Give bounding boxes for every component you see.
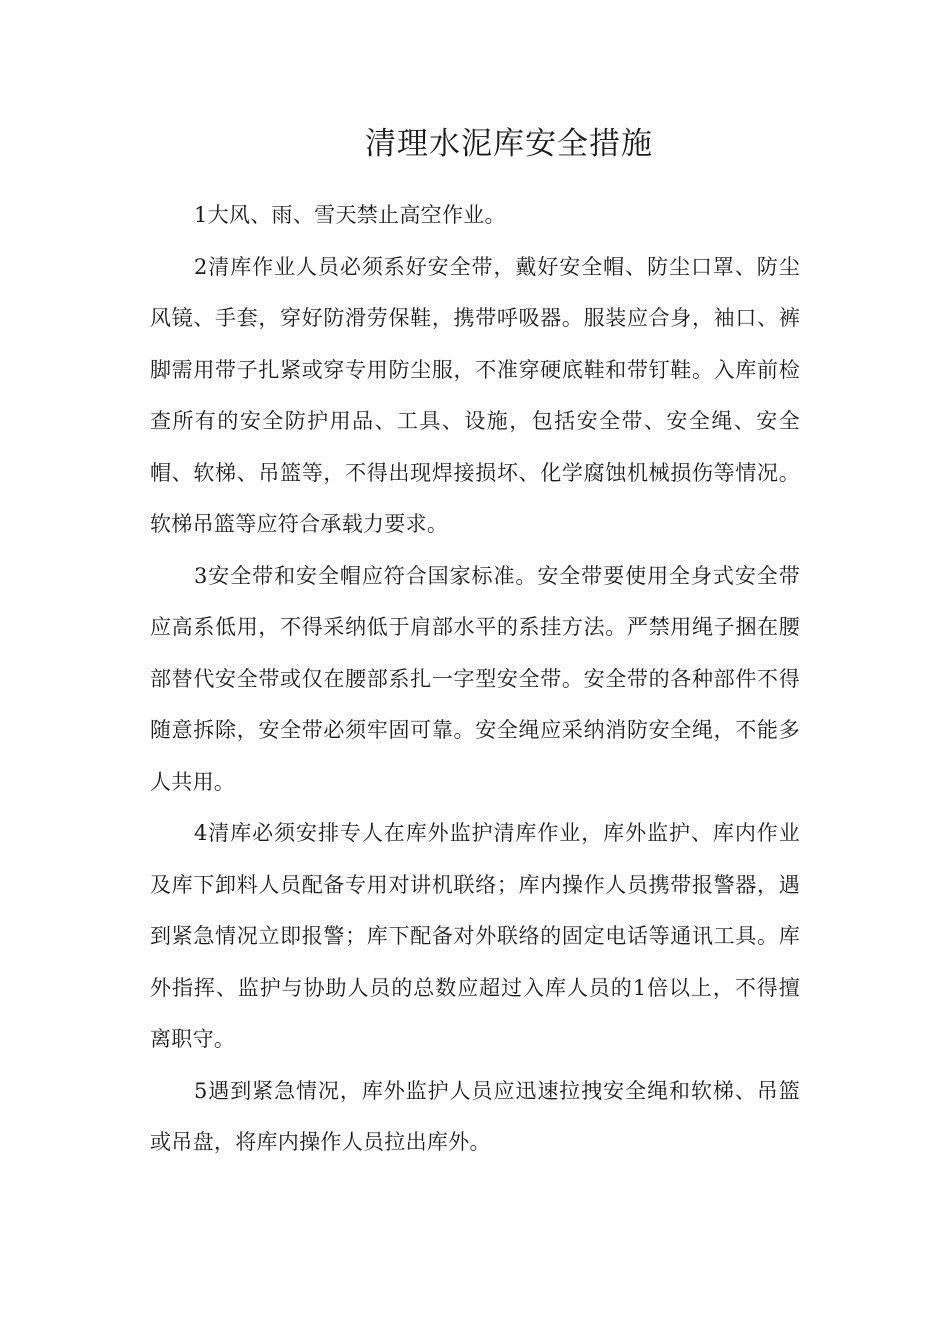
paragraph-3: 3安全带和安全帽应符合国家标准。安全带要使用全身式安全带应高系低用，不得采纳低于肩部水平的系挂方法。严禁用绳子捆在腰部替代安全带或仅在腰部系扎一字型安全带。安全带的各种部件不得随意拆除，安全带必须牢固可靠。安全绳应采纳消防安全绳，不能多人共用。 <box>150 563 800 794</box>
paragraph-1: 1大风、雨、雪天禁止高空作业。 <box>194 203 506 227</box>
document-body <box>150 190 800 1169</box>
paragraph-5: 5遇到紧急情况，库外监护人员应迅速拉拽安全绳和软梯、吊篮或吊盘，将库内操作人员拉出库外。 <box>150 1078 800 1154</box>
document-title: 清理水泥库安全措施 <box>365 126 653 162</box>
paragraph-4: 4清库必须安排专人在库外监护清库作业，库外监护、库内作业及库下卸料人员配备专用对讲机联络；库内操作人员携带报警器，遇到紧急情况立即报警；库下配备对外联络的固定电话等通讯工具。库外指挥、监护与协助人员的总数应超过入库人员的1倍以上，不得擅离职守。 <box>150 821 800 1051</box>
paragraph-2: 2清库作业人员必须系好安全带，戴好安全帽、防尘口罩、防尘风镜、手套，穿好防滑劳保鞋，携带呼吸器。服装应合身，袖口、裤脚需用带子扎紧或穿专用防尘服，不准穿硬底鞋和带钉鞋。入库前检查所有的安全防护用品、工具、设施，包括安全带、安全绳、安全帽、软梯、吊篮等，不得出现焊接损坏、化学腐蚀机械损伤等情况。软梯吊篮等应符合承载力要求。 <box>150 254 800 536</box>
